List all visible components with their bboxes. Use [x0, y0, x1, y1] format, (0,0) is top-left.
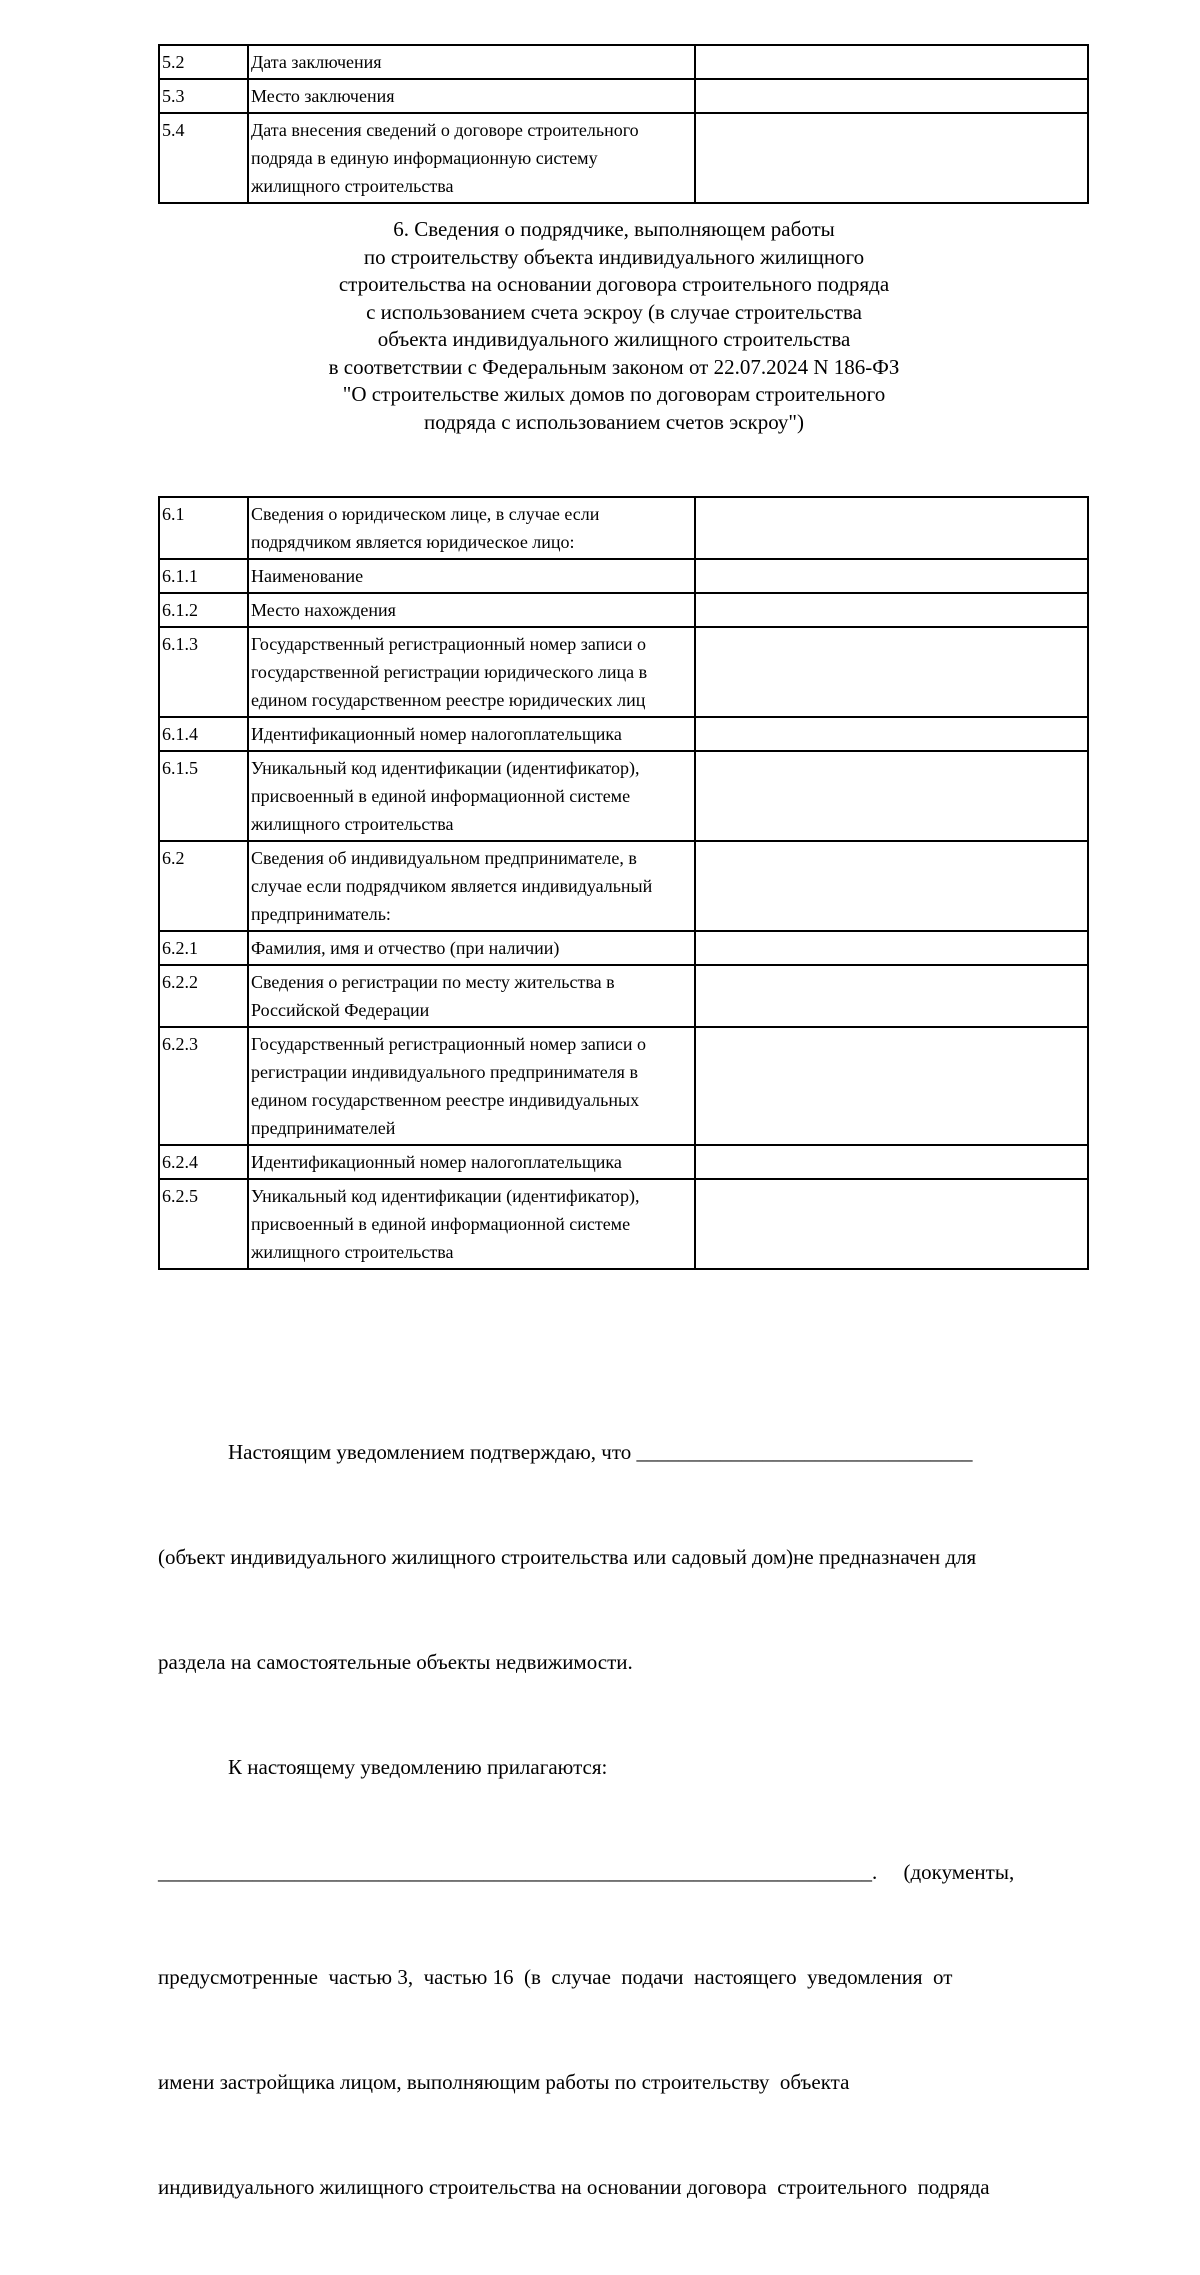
table-row-6-1	[159, 497, 1088, 559]
heading-line-8: подряда с использованием счетов эскроу")	[424, 409, 804, 434]
confirmation-line-6: предусмотренные частью 3, частью 16 (в случае подачи настоящего уведомления от	[158, 1965, 953, 1989]
table-row-6-1-2	[159, 593, 1088, 627]
row-number-cell: 6.1.4	[159, 717, 248, 751]
row-label-cell: Сведения о юридическом лице, в случае если подрядчиком является юридическое лицо:	[248, 497, 695, 559]
table-row-6-1-4	[159, 717, 1088, 751]
blank-field: ____________________________________________________________________	[158, 1860, 872, 1884]
row-label-cell: Наименование	[248, 559, 695, 593]
row-number-cell: 6.2	[159, 841, 248, 931]
table-row-6-2-2	[159, 965, 1088, 1027]
heading-line-5: объекта индивидуального жилищного строительства	[377, 327, 851, 351]
row-value-cell	[695, 497, 1088, 559]
confirmation-paragraphs	[158, 1365, 1070, 2275]
heading-line-4: с использованием счета эскроу (в случае строительства	[366, 299, 862, 324]
table-row-6-1-1	[159, 559, 1088, 593]
heading-line-3: строительства на основании договора строительного подряда	[338, 272, 890, 296]
table-row-6-2-3	[159, 1027, 1088, 1145]
row-label-cell: Фамилия, имя и отчество (при наличии)	[248, 931, 695, 965]
row-value-cell	[695, 751, 1088, 841]
blank-field: ________________________________	[636, 1440, 973, 1464]
row-label-cell: Государственный регистрационный номер записи о государственной регистрации юридического лица в едином государственном реестре юридических лиц	[248, 627, 695, 717]
row-number-cell: 6.1.2	[159, 593, 248, 627]
table-row-6-2-1	[159, 931, 1088, 965]
confirmation-line-3: раздела на самостоятельные объекты недвижимости.	[158, 1650, 633, 1674]
row-label-cell: Дата внесения сведений о договоре строительного подряда в единую информационную систему жилищного строительства	[248, 113, 695, 203]
row-label-cell: Государственный регистрационный номер записи о регистрации индивидуального предпринимателя в едином государственном реестре индивидуальных предпринимателей	[248, 1027, 695, 1145]
table-row-5-2	[159, 45, 1088, 79]
table-row-6-2-4	[159, 1145, 1088, 1179]
row-number-cell: 6.2.3	[159, 1027, 248, 1145]
table-row-6-1-3	[159, 627, 1088, 717]
row-number-cell: 5.3	[159, 79, 248, 113]
confirmation-line-2: (объект индивидуального жилищного строительства или садовый дом)не предназначен для	[158, 1545, 977, 1569]
table-row-6-1-5	[159, 751, 1088, 841]
row-label-cell: Уникальный код идентификации (идентификатор), присвоенный в единой информационной системе жилищного строительства	[248, 751, 695, 841]
row-value-cell	[695, 593, 1088, 627]
table-row-5-4	[159, 113, 1088, 203]
row-value-cell	[695, 1027, 1088, 1145]
table-row-6-2	[159, 841, 1088, 931]
row-label-cell: Место заключения	[248, 79, 695, 113]
row-label-cell: Сведения об индивидуальном предпринимателе, в случае если подрядчиком является индивидуальный предприниматель:	[248, 841, 695, 931]
heading-line-2: по строительству объекта индивидуального жилищного	[363, 244, 865, 269]
document-content	[158, 0, 1070, 2275]
row-number-cell: 6.2.4	[159, 1145, 248, 1179]
row-value-cell	[695, 965, 1088, 1027]
row-label-cell: Дата заключения	[248, 45, 695, 79]
row-value-cell	[695, 113, 1088, 203]
row-value-cell	[695, 45, 1088, 79]
confirmation-line-1	[158, 1435, 1070, 1470]
row-label-cell: Место нахождения	[248, 593, 695, 627]
documents-note: . (документы,	[872, 1860, 1015, 1884]
row-number-cell: 6.2.5	[159, 1179, 248, 1269]
contractor-info-table	[158, 496, 1089, 1270]
confirmation-text: Настоящим уведомлением подтверждаю, что	[228, 1440, 637, 1464]
section-6-heading	[158, 216, 1070, 436]
confirmation-line-8: индивидуального жилищного строительства на основании договора строительного подряда	[158, 2175, 990, 2199]
row-number-cell: 6.2.1	[159, 931, 248, 965]
heading-line-7: "О строительстве жилых домов по договорам строительного	[342, 382, 886, 406]
row-label-cell: Идентификационный номер налогоплательщика	[248, 717, 695, 751]
heading-line-6: в соответствии с Федеральным законом от 22.07.2024 N 186-ФЗ	[328, 354, 900, 379]
row-number-cell: 6.1.1	[159, 559, 248, 593]
row-number-cell: 6.1.3	[159, 627, 248, 717]
row-number-cell: 5.4	[159, 113, 248, 203]
row-value-cell	[695, 717, 1088, 751]
row-value-cell	[695, 1179, 1088, 1269]
row-value-cell	[695, 931, 1088, 965]
row-value-cell	[695, 841, 1088, 931]
row-number-cell: 5.2	[159, 45, 248, 79]
confirmation-line-5	[158, 1855, 1070, 1890]
table-row-5-3	[159, 79, 1088, 113]
contract-details-table	[158, 44, 1089, 204]
table-row-6-2-5	[159, 1179, 1088, 1269]
confirmation-line-7: имени застройщика лицом, выполняющим работы по строительству объекта	[158, 2070, 850, 2094]
heading-line-1: 6. Сведения о подрядчике, выполняющем работы	[393, 217, 835, 241]
row-value-cell	[695, 79, 1088, 113]
row-label-cell: Идентификационный номер налогоплательщика	[248, 1145, 695, 1179]
row-number-cell: 6.2.2	[159, 965, 248, 1027]
row-label-cell: Уникальный код идентификации (идентификатор), присвоенный в единой информационной системе жилищного строительства	[248, 1179, 695, 1269]
confirmation-line-4: К настоящему уведомлению прилагаются:	[228, 1755, 608, 1779]
row-number-cell: 6.1	[159, 497, 248, 559]
row-value-cell	[695, 627, 1088, 717]
row-value-cell	[695, 1145, 1088, 1179]
row-value-cell	[695, 559, 1088, 593]
row-number-cell: 6.1.5	[159, 751, 248, 841]
row-label-cell: Сведения о регистрации по месту жительства в Российской Федерации	[248, 965, 695, 1027]
